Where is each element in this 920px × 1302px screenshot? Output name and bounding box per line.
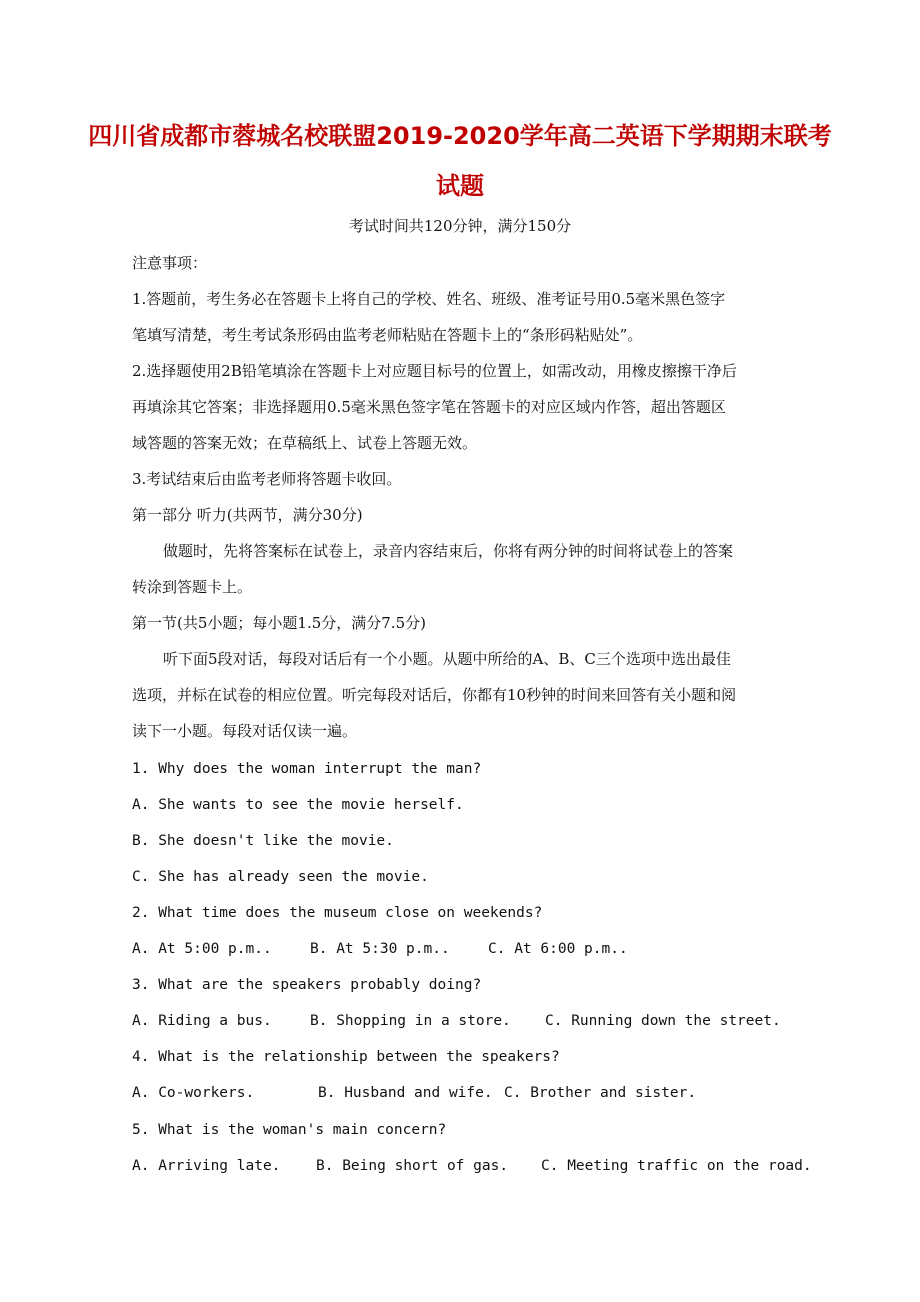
question-3-option-b: B. Shopping in a store. [310,1013,511,1029]
note-1-line-1: 1.答题前，考生务必在答题卡上将自己的学校、姓名、班级、准考证号用0.5毫米黑色签字 [132,290,726,308]
note-2-line-1: 2.选择题使用2B铅笔填涂在答题卡上对应题目标号的位置上，如需改动，用橡皮擦擦干净后 [132,362,737,380]
page-title-line1: 四川省成都市蓉城名校联盟2019-2020学年高二英语下学期期末联考 [88,122,832,150]
part1-heading: 第一部分 听力(共两节，满分30分) [132,506,363,524]
question-5-option-a: A. Arriving late. [132,1158,281,1174]
question-3-stem: 3. What are the speakers probably doing? [132,977,482,993]
question-5-option-c: C. Meeting traffic on the road. [541,1158,812,1174]
question-2-stem: 2. What time does the museum close on weekends? [132,905,543,921]
question-2-option-c: C. At 6:00 p.m.. [488,941,628,957]
question-1-stem: 1. Why does the woman interrupt the man? [132,761,482,777]
question-4-option-b: B. Husband and wife. [318,1085,493,1101]
section1-instruction-line-2: 选项，并标在试卷的相应位置。听完每段对话后，你都有10秒钟的时间来回答有关小题和阅 [132,686,737,704]
question-2-option-a: A. At 5:00 p.m.. [132,941,272,957]
part1-instruction-line-1: 做题时，先将答案标在试卷上，录音内容结束后，你将有两分钟的时间将试卷上的答案 [163,542,734,560]
question-5-options [132,1156,812,1176]
question-3-options [132,1011,781,1031]
question-1-option-c: C. She has already seen the movie. [132,869,429,885]
exam-info: 考试时间共120分钟，满分150分 [348,217,572,235]
question-3-option-a: A. Riding a bus. [132,1013,272,1029]
note-2-line-3: 域答题的答案无效；在草稿纸上、试卷上答题无效。 [132,434,478,452]
question-4-option-c: C. Brother and sister. [504,1085,697,1101]
note-3: 3.考试结束后由监考老师将答题卡收回。 [132,470,402,488]
question-4-stem: 4. What is the relationship between the speakers? [132,1049,560,1065]
section1-heading: 第一节(共5小题；每小题1.5分，满分7.5分) [132,614,426,632]
page-title-line2: 试题 [436,172,484,200]
notes-heading: 注意事项： [132,254,208,272]
question-2-options [132,939,628,959]
question-4-option-a: A. Co-workers. [132,1085,255,1101]
note-1-line-2: 笔填写清楚，考生考试条形码由监考老师粘贴在答题卡上的“条形码粘贴处”。 [132,326,643,344]
question-2-option-b: B. At 5:30 p.m.. [310,941,450,957]
note-2-line-2: 再填涂其它答案；非选择题用0.5毫米黑色签字笔在答题卡的对应区域内作答，超出答题区 [132,398,726,416]
section1-instruction-line-1: 听下面5段对话，每段对话后有一个小题。从题中所给的A、B、C三个选项中选出最佳 [163,650,731,668]
question-4-options [132,1083,696,1103]
question-3-option-c: C. Running down the street. [545,1013,781,1029]
question-5-option-b: B. Being short of gas. [316,1158,509,1174]
question-1-option-b: B. She doesn't like the movie. [132,833,394,849]
question-1-option-a: A. She wants to see the movie herself. [132,797,464,813]
part1-instruction-line-2: 转涂到答题卡上。 [132,578,253,596]
question-5-stem: 5. What is the woman's main concern? [132,1122,447,1138]
section1-instruction-line-3: 读下一小题。每段对话仅读一遍。 [132,722,358,740]
